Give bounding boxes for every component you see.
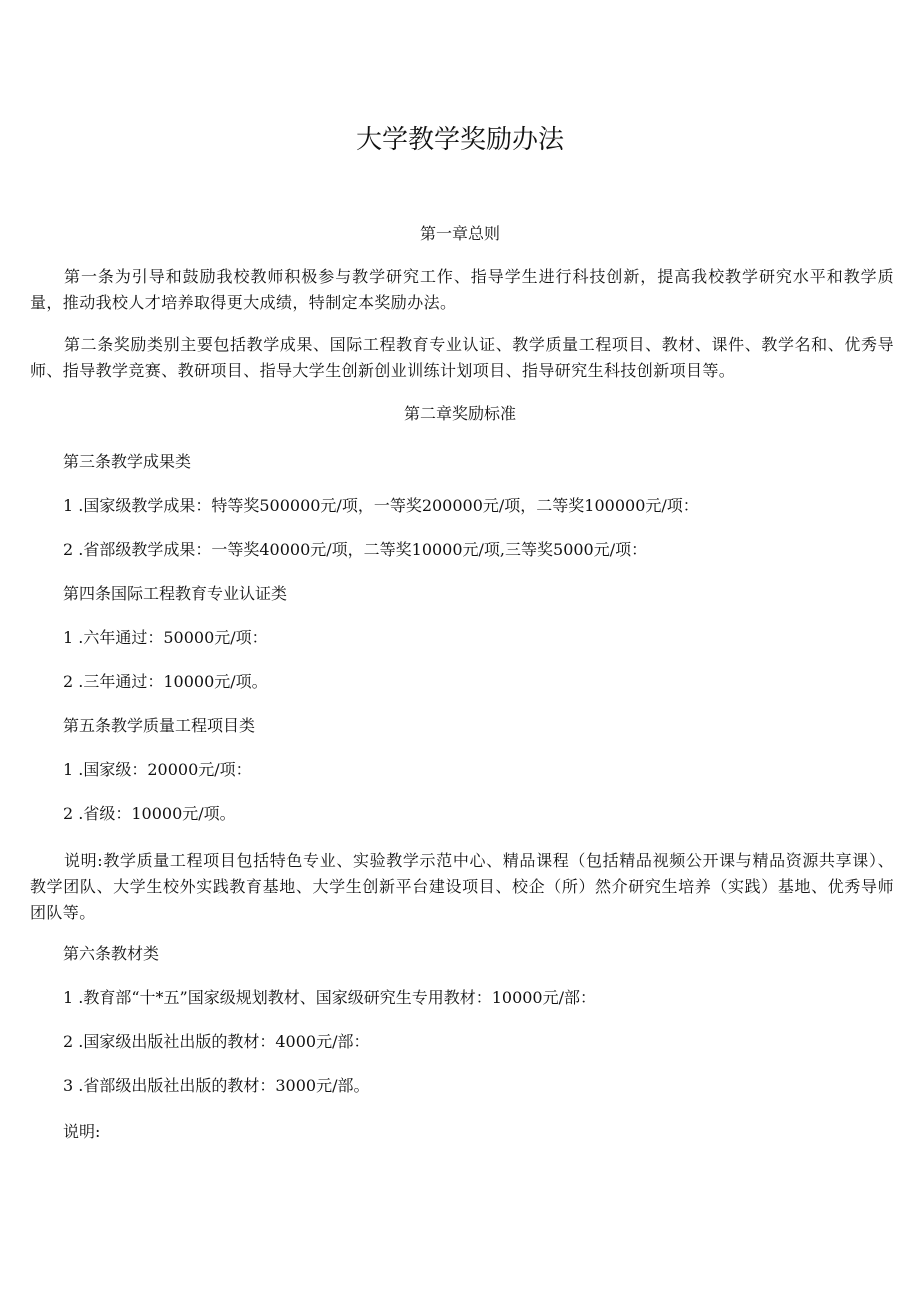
article-5-item-2: 2 .省级：10000元/项。 — [63, 804, 236, 823]
article-4-item-2: 2 .三年通过：10000元/项。 — [63, 672, 268, 691]
chapter-1-heading: 第一章总则 — [419, 224, 500, 243]
article-6-item-2: 2 .国家级出版社出版的教材：4000元/部： — [63, 1032, 370, 1051]
article-6-item-1: 1 .教育部“十*五”国家级规划教材、国家级研究生专用教材：10000元/部： — [63, 988, 597, 1007]
article-4-item-1: 1 .六年通过：50000元/项： — [63, 628, 268, 647]
document-title: 大学教学奖励办法 — [355, 125, 564, 155]
article-5-note: 说明:教学质量工程项目包括特色专业、实验教学示范中心、精品课程（包括精品视频公开课与精品资源共享课）、教学团队、大学生校外实践教育基地、大学生创新平台建设项目、校企（所）然介研究生培养（实践）基地、优秀导师团队等。 — [30, 851, 894, 922]
article-6-item-3: 3 .省部级出版社出版的教材：3000元/部。 — [63, 1076, 370, 1095]
article-5-heading: 第五条教学质量工程项目类 — [63, 716, 256, 735]
article-1-paragraph: 第一条为引导和鼓励我校教师积极参与教学研究工作、指导学生进行科技创新，提高我校教学研究水平和教学质量，推动我校人才培养取得更大成绩，特制定本奖励办法。 — [30, 267, 894, 312]
article-2-paragraph: 第二条奖励类别主要包括教学成果、国际工程教育专业认证、教学质量工程项目、教材、课件、教学名和、优秀导师、指导教学竞赛、教研项目、指导大学生创新创业训练计划项目、指导研究生科技创新项目等。 — [30, 335, 894, 380]
article-3-heading: 第三条教学成果类 — [63, 452, 192, 471]
article-3-item-2: 2 .省部级教学成果：一等奖40000元/项，二等奖10000元/项,三等奖5000元/项： — [63, 540, 648, 559]
article-4-heading: 第四条国际工程教育专业认证类 — [63, 584, 288, 603]
article-3-item-1: 1 .国家级教学成果：特等奖500000元/项，一等奖200000元/项，二等奖100000元/项： — [63, 496, 699, 515]
chapter-2-heading: 第二章奖励标准 — [403, 404, 516, 423]
article-5-item-1: 1 .国家级：20000元/项： — [63, 760, 252, 779]
article-6-note-label: 说明: — [63, 1122, 101, 1141]
article-6-heading: 第六条教材类 — [63, 944, 160, 963]
